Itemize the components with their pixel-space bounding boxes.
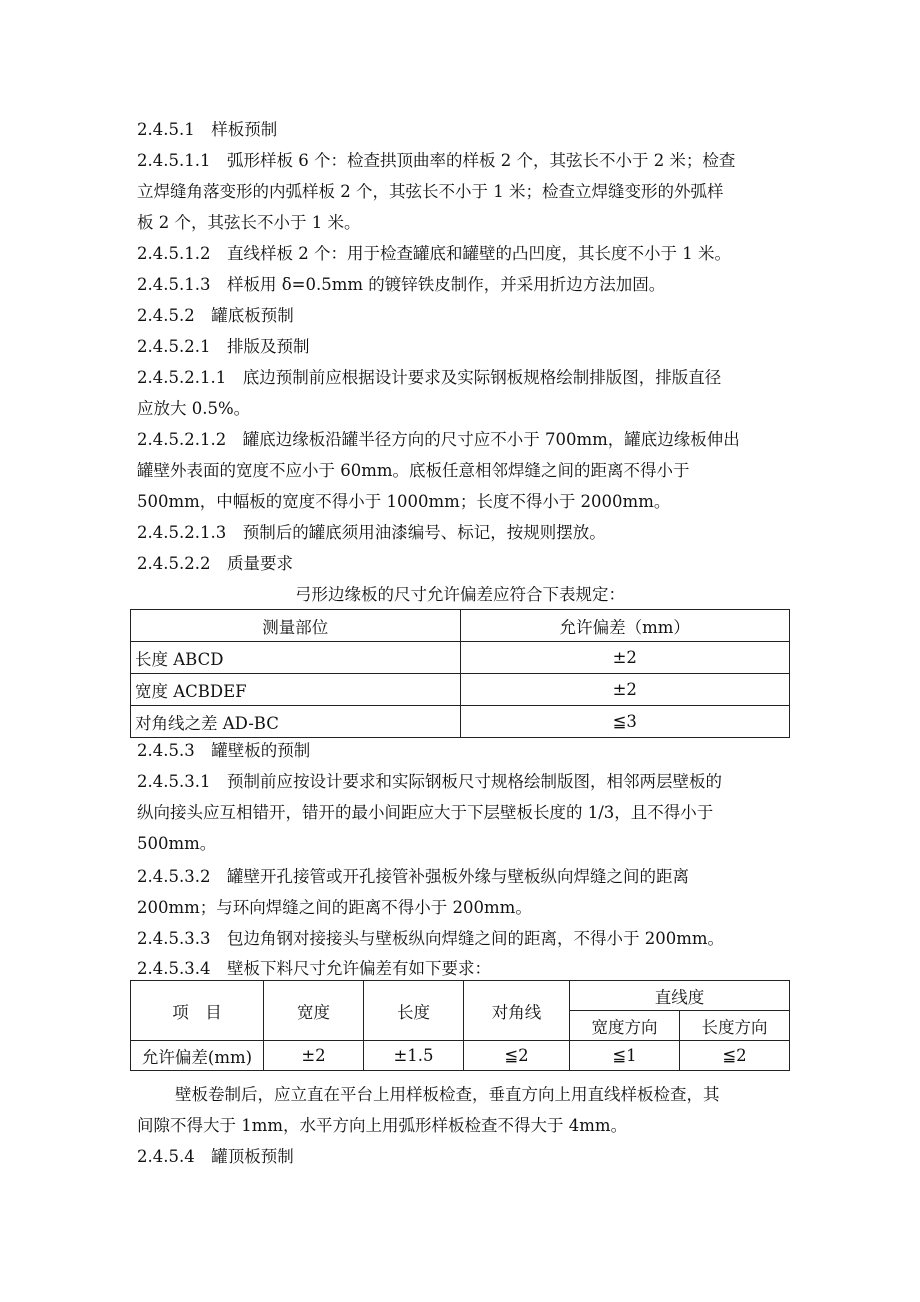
paragraph-line: 200mm；与环向焊缝之间的距离不得小于 200mm。 [137,898,532,917]
paragraph-line: 500mm。 [137,834,217,853]
paragraph-line: 罐壁外表面的宽度不应小于 60mm。底板任意相邻焊缝之间的距离不得小于 [137,461,690,480]
table-cell: 允许偏差(mm) [131,1041,264,1071]
table1-header-part: 测量部位 [131,610,461,642]
table2-header-item: 项 目 [131,981,264,1041]
paragraph-line: 2.4.5.2.1.1 底边预制前应根据设计要求及实际钢板规格绘制排版图，排版直径 [137,368,722,387]
table2-header-diagonal: 对角线 [464,981,570,1041]
heading-2-4-5-4: 2.4.5.4 罐顶板预制 [137,1147,294,1166]
table-row [131,1041,790,1071]
heading-2-4-5-1: 2.4.5.1 样板预制 [137,120,278,139]
table-cell: ≦2 [680,1041,790,1071]
table-cell: 对角线之差 AD-BC [131,706,461,738]
heading-2-4-5-2: 2.4.5.2 罐底板预制 [137,306,294,325]
table-row [131,642,790,674]
wall-plate-tolerance-table [130,980,790,1071]
paragraph-line: 2.4.5.2.1.3 预制后的罐底须用油漆编号、标记，按规则摆放。 [137,523,606,542]
table-cell: ±2 [460,642,790,674]
paragraph-line: 2.4.5.2.1.2 罐底边缘板沿罐半径方向的尺寸应不小于 700mm，罐底边缘板伸出 [137,430,740,449]
table1-header-tolerance: 允许偏差（mm） [460,610,790,642]
paragraph-line: 纵向接头应互相错开，错开的最小间距应大于下层壁板长度的 1/3，且不得小于 [137,803,714,822]
table-row [131,674,790,706]
table1-caption: 弓形边缘板的尺寸允许偏差应符合下表规定： [295,585,625,604]
table-cell: 长度 ABCD [131,642,461,674]
table2-header-length: 长度 [364,981,464,1041]
table-cell: ≦1 [570,1041,680,1071]
heading-2-4-5-3: 2.4.5.3 罐壁板的预制 [137,741,311,760]
table2-header-straightness: 直线度 [570,981,790,1011]
paragraph-line: 2.4.5.1.1 弧形样板 6 个：检查拱顶曲率的样板 2 个，其弦长不小于 2 米；检查 [137,151,736,170]
paragraph-line: 立焊缝角落变形的内弧样板 2 个，其弦长不小于 1 米；检查立焊缝变形的外弧样 [137,182,724,201]
paragraph-line: 2.4.5.3.2 罐壁开孔接管或开孔接管补强板外缘与壁板纵向焊缝之间的距离 [137,867,689,886]
heading-2-4-5-2-1: 2.4.5.2.1 排版及预制 [137,337,310,356]
paragraph-line: 间隙不得大于 1mm，水平方向上用弧形样板检查不得大于 4mm。 [137,1116,628,1135]
paragraph-line: 2.4.5.1.2 直线样板 2 个：用于检查罐底和罐壁的凸凹度，其长度不小于 1 米。 [137,244,731,263]
paragraph-line: 2.4.5.3.3 包边角钢对接接头与壁板纵向焊缝之间的距离，不得小于 200mm。 [137,929,724,948]
table2-header-width-direction: 宽度方向 [570,1011,680,1041]
edge-plate-tolerance-table [130,609,790,738]
paragraph-line: 壁板卷制后，应立直在平台上用样板检查，垂直方向上用直线样板检查，其 [175,1085,720,1104]
table-cell: 宽度 ACBDEF [131,674,461,706]
table-cell: ±2 [460,674,790,706]
heading-2-4-5-2-2: 2.4.5.2.2 质量要求 [137,554,293,573]
paragraph-line: 板 2 个，其弦长不小于 1 米。 [137,213,361,232]
paragraph-line: 2.4.5.3.1 预制前应按设计要求和实际钢板尺寸规格绘制版图，相邻两层壁板的 [137,772,722,791]
paragraph-line: 2.4.5.1.3 样板用 δ=0.5mm 的镀锌铁皮制作，并采用折边方法加固。 [137,275,666,294]
table-cell: ≦2 [464,1041,570,1071]
table-row [131,706,790,738]
paragraph-line: 500mm，中幅板的宽度不得小于 1000mm；长度不得小于 2000mm。 [137,492,671,511]
table2-header-length-direction: 长度方向 [680,1011,790,1041]
table2-header-width: 宽度 [264,981,364,1041]
table-cell: ±1.5 [364,1041,464,1071]
table-cell: ≦3 [460,706,790,738]
paragraph-line: 2.4.5.3.4 壁板下料尺寸允许偏差有如下要求： [137,959,491,978]
paragraph-line: 应放大 0.5%。 [137,399,251,418]
table-cell: ±2 [264,1041,364,1071]
